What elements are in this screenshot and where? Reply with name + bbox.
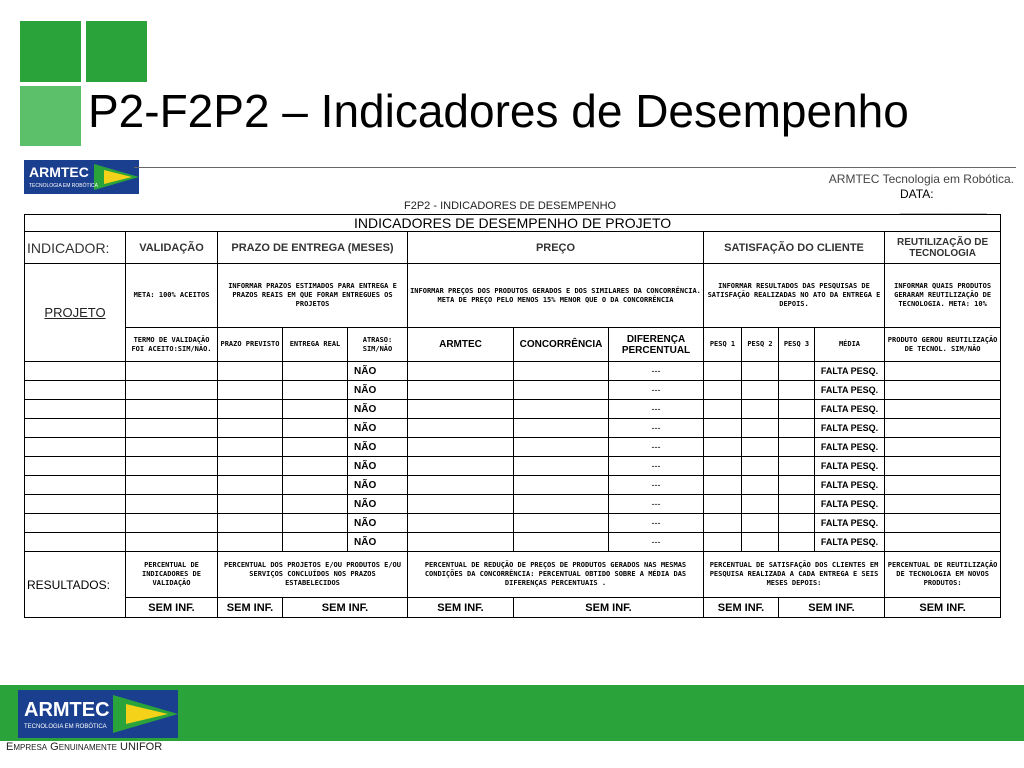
atraso-cell: NÃO: [348, 476, 408, 495]
diferenca-cell: ---: [609, 457, 704, 476]
result-satisfacao: PERCENTUAL DE SATISFAÇÃO DOS CLIENTES EM PESQUISA REALIZADA A CADA ENTREGA E SEIS MESES DEPOIS:: [704, 552, 885, 598]
diferenca-cell: ---: [609, 514, 704, 533]
sub-produto-gerou: PRODUTO GEROU REUTILIZAÇÃO DE TECNOL. SIM/NÃO: [885, 328, 1001, 362]
media-cell: FALTA PESQ.: [815, 476, 885, 495]
atraso-cell: NÃO: [348, 419, 408, 438]
slide-title: P2-F2P2 – Indicadores de Desempenho: [88, 85, 909, 137]
indicators-table: [24, 214, 1001, 618]
table-row: [25, 457, 1001, 476]
sub-prazo-previsto: PRAZO PREVISTO: [218, 328, 283, 362]
sem-inf-satisfacao-1: SEM INF.: [704, 598, 779, 618]
decor-square: [20, 21, 81, 82]
atraso-cell: NÃO: [348, 514, 408, 533]
sub-pesq2: PESQ 2: [742, 328, 779, 362]
diferenca-cell: ---: [609, 533, 704, 552]
sub-entrega-real: ENTREGA REAL: [283, 328, 348, 362]
diferenca-cell: ---: [609, 495, 704, 514]
result-reutilizacao: PERCENTUAL DE REUTILIZAÇÃO DE TECNOLOGIA EM NOVOS PRODUTOS:: [885, 552, 1001, 598]
col-reutilizacao: REUTILIZAÇÃO DE TECNOLOGIA: [885, 232, 1001, 264]
media-cell: FALTA PESQ.: [815, 514, 885, 533]
table-title: INDICADORES DE DESEMPENHO DE PROJETO: [25, 215, 1001, 232]
sub-atraso: ATRASO: SIM/NÃO: [348, 328, 408, 362]
desc-prazo: INFORMAR PRAZOS ESTIMADOS PARA ENTREGA E PRAZOS REAIS EM QUE FORAM ENTREGUES OS PROJETOS: [218, 264, 408, 328]
logo-subtext: TECNOLOGIA EM ROBÓTICA: [29, 183, 98, 189]
sub-pesq1: PESQ 1: [704, 328, 742, 362]
sem-inf-validacao: SEM INF.: [126, 598, 218, 618]
media-cell: FALTA PESQ.: [815, 457, 885, 476]
media-cell: FALTA PESQ.: [815, 381, 885, 400]
company-name: ARMTEC Tecnologia em Robótica.: [828, 172, 1014, 186]
sub-media: MÉDIA: [815, 328, 885, 362]
indicador-label: INDICADOR:: [25, 232, 126, 264]
table-row: [25, 419, 1001, 438]
desc-satisfacao: INFORMAR RESULTADOS DAS PESQUISAS DE SATISFAÇÃO REALIZADAS NO ATO DA ENTREGA E DEPOIS.: [704, 264, 885, 328]
logo-text: ARMTEC: [24, 699, 110, 721]
logo-subtext: TECNOLOGIA EM ROBÓTICA: [24, 724, 107, 730]
sub-pesq3: PESQ 3: [779, 328, 815, 362]
logo-text: ARMTEC: [29, 164, 89, 180]
diferenca-cell: ---: [609, 381, 704, 400]
atraso-cell: NÃO: [348, 438, 408, 457]
diferenca-cell: ---: [609, 400, 704, 419]
col-satisfacao: SATISFAÇÃO DO CLIENTE: [704, 232, 885, 264]
media-cell: FALTA PESQ.: [815, 495, 885, 514]
decor-square: [86, 21, 147, 82]
divider: [134, 167, 1016, 168]
table-row: [25, 400, 1001, 419]
armtec-logo: [24, 160, 139, 194]
sem-inf-prazo-1: SEM INF.: [218, 598, 283, 618]
sem-inf-reutilizacao: SEM INF.: [885, 598, 1001, 618]
date-label: DATA: _____________: [900, 187, 987, 215]
diferenca-cell: ---: [609, 438, 704, 457]
table-row: [25, 438, 1001, 457]
armtec-logo: [18, 690, 178, 738]
table-row: [25, 533, 1001, 552]
col-prazo: PRAZO DE ENTREGA (MESES): [218, 232, 408, 264]
col-validacao: VALIDAÇÃO: [126, 232, 218, 264]
sem-inf-prazo-2: SEM INF.: [283, 598, 408, 618]
sub-concorrencia: CONCORRÊNCIA: [514, 328, 609, 362]
atraso-cell: NÃO: [348, 457, 408, 476]
desc-reutilizacao: INFORMAR QUAIS PRODUTOS GERARAM REUTILIZAÇÃO DE TECNOLOGIA. META: 10%: [885, 264, 1001, 328]
diferenca-cell: ---: [609, 362, 704, 381]
table-row: [25, 476, 1001, 495]
media-cell: FALTA PESQ.: [815, 419, 885, 438]
atraso-cell: NÃO: [348, 495, 408, 514]
sem-inf-preco-1: SEM INF.: [408, 598, 514, 618]
result-preco: PERCENTUAL DE REDUÇÃO DE PREÇOS DE PRODUTOS GERADOS NAS MESMAS CONDIÇÕES DA CONCORRÊNCIA: PERCENTUAL OBTIDO SOBRE A MÉDIA DAS DIFERENÇAS PERCENTUAIS .: [408, 552, 704, 598]
diferenca-cell: ---: [609, 419, 704, 438]
sem-inf-preco-2: SEM INF.: [514, 598, 704, 618]
media-cell: FALTA PESQ.: [815, 362, 885, 381]
media-cell: FALTA PESQ.: [815, 438, 885, 457]
decor-square: [20, 86, 81, 146]
table-row: [25, 514, 1001, 533]
media-cell: FALTA PESQ.: [815, 400, 885, 419]
table-row: [25, 381, 1001, 400]
desc-validacao: META: 100% ACEITOS: [126, 264, 218, 328]
result-validacao: PERCENTUAL DE INDICADORES DE VALIDAÇÃO: [126, 552, 218, 598]
atraso-cell: NÃO: [348, 533, 408, 552]
atraso-cell: NÃO: [348, 381, 408, 400]
result-prazo: PERCENTUAL DOS PROJETOS E/OU PRODUTOS E/OU SERVIÇOS CONCLUÍDOS NOS PRAZOS ESTABELECIDOS: [218, 552, 408, 598]
atraso-cell: NÃO: [348, 362, 408, 381]
table-row: [25, 495, 1001, 514]
spreadsheet-image: [24, 150, 1016, 650]
media-cell: FALTA PESQ.: [815, 533, 885, 552]
desc-preco: INFORMAR PREÇOS DOS PRODUTOS GERADOS E DOS SIMILARES DA CONCORRÊNCIA. META DE PREÇO PELO MENOS 15% MENOR QUE O DA CONCORRÊNCIA: [408, 264, 704, 328]
footer-tagline: Empresa Genuinamente UNIFOR: [6, 741, 163, 753]
resultados-label: RESULTADOS:: [25, 552, 126, 618]
sub-termo: TERMO DE VALIDAÇÃO FOI ACEITO:SIM/NÃO.: [126, 328, 218, 362]
sem-inf-satisfacao-2: SEM INF.: [779, 598, 885, 618]
sub-armtec: ARMTEC: [408, 328, 514, 362]
col-preco: PREÇO: [408, 232, 704, 264]
sheet-title: F2P2 - INDICADORES DE DESEMPENHO: [404, 200, 617, 212]
diferenca-cell: ---: [609, 476, 704, 495]
sub-diferenca: DIFERENÇA PERCENTUAL: [609, 328, 704, 362]
table-row: [25, 362, 1001, 381]
atraso-cell: NÃO: [348, 400, 408, 419]
projeto-label: PROJETO: [25, 264, 126, 362]
